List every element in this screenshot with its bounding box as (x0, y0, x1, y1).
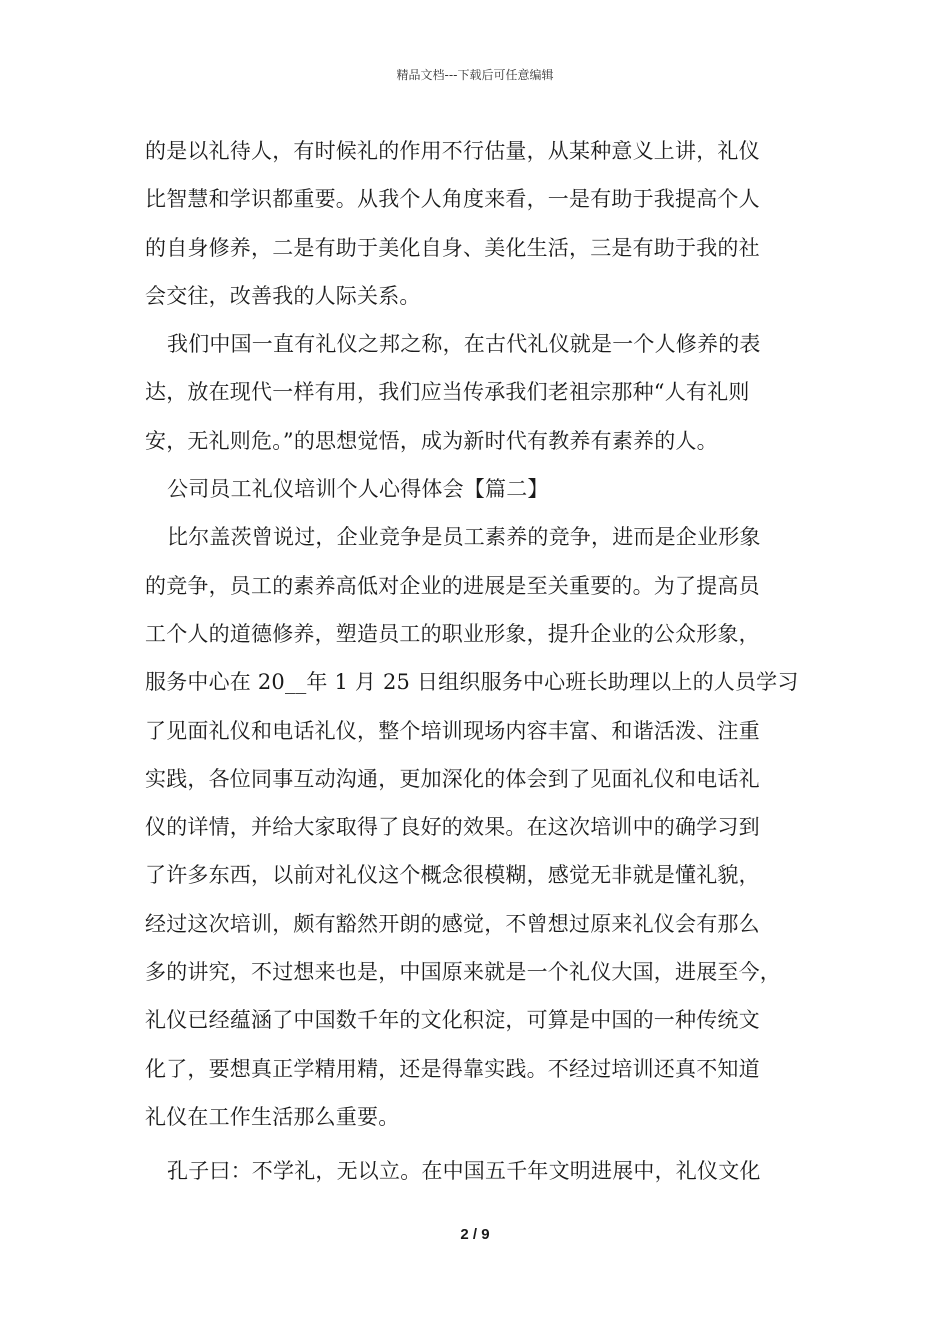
text-line: 礼仪在工作生活那么重要。 (145, 1104, 400, 1129)
text-line: 安，无礼则危。”的思想觉悟，成为新时代有教养有素养的人。 (145, 428, 718, 453)
text-line: 会交往，改善我的人际关系。 (145, 283, 421, 308)
text-line: 多的讲究，不过想来也是，中国原来就是一个礼仪大国，进展至今， (145, 960, 781, 985)
text-line: 服务中心在 20__年 1 月 25 日组织服务中心班长助理以上的人员学习 (145, 670, 799, 695)
text-line: 礼仪已经蕴涵了中国数千年的文化积淀，可算是中国的一种传统文 (145, 1008, 760, 1033)
text-line: 孔子曰：不学礼，无以立。在中国五千年文明进展中，礼仪文化 (167, 1159, 761, 1184)
text-line: 工个人的道德修养，塑造员工的职业形象，提升企业的公众形象， (145, 621, 760, 646)
text-line: 我们中国一直有礼仪之邦之称，在古代礼仪就是一个人修养的表 (167, 332, 761, 357)
page-number: 2 / 9 (460, 1226, 490, 1243)
text-line: 的自身修养，二是有助于美化自身、美化生活，三是有助于我的社 (145, 235, 760, 260)
document-body (145, 127, 810, 1196)
text-line: 了见面礼仪和电话礼仪，整个培训现场内容丰富、和谐活泼、注重 (145, 718, 760, 743)
text-line: 化了，要想真正学精用精，还是得靠实践。不经过培训还真不知道 (145, 1056, 760, 1081)
text-line: 的竞争，员工的素养高低对企业的进展是至关重要的。为了提高员 (145, 573, 760, 598)
page-header: 精品文档---下载后可任意编辑 (396, 68, 554, 82)
text-line: 比智慧和学识都重要。从我个人角度来看，一是有助于我提高个人 (145, 187, 760, 212)
text-line: 了许多东西，以前对礼仪这个概念很模糊，感觉无非就是懂礼貌， (145, 863, 760, 888)
text-line: 的是以礼待人，有时候礼的作用不行估量，从某种意义上讲，礼仪 (145, 139, 760, 163)
text-line: 实践，各位同事互动沟通，更加深化的体会到了见面礼仪和电话礼 (145, 766, 760, 791)
section-heading: 公司员工礼仪培训个人心得体会【篇二】 (167, 477, 549, 502)
text-line: 仪的详情，并给大家取得了良好的效果。在这次培训中的确学习到 (145, 815, 760, 840)
text-line: 经过这次培训，颇有豁然开朗的感觉，不曾想过原来礼仪会有那么 (145, 911, 760, 936)
text-line: 比尔盖茨曾说过，企业竞争是员工素养的竞争，进而是企业形象 (167, 525, 761, 550)
text-line: 达，放在现代一样有用，我们应当传承我们老祖宗那种“人有礼则 (145, 380, 750, 405)
